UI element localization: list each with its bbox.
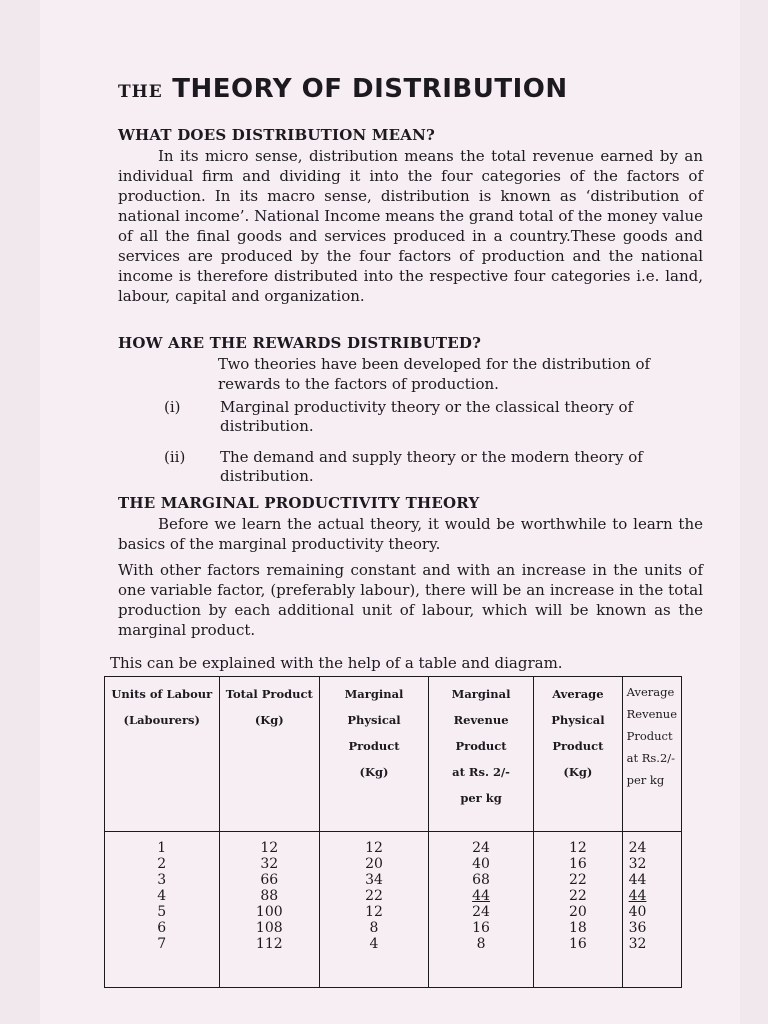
column-average-revenue-product (622, 832, 681, 988)
list-item-text: The demand and supply theory or the modern theory of distribution. (220, 448, 643, 485)
section-heading-marginal-productivity: THE MARGINAL PRODUCTIVITY THEORY (118, 494, 480, 512)
table-cell: 3 (157, 872, 167, 888)
marginal-productivity-intro: Before we learn the actual theory, it would be worthwhile to learn the basics of the marginal productivity theory. (118, 515, 703, 553)
table-cell: 44 (628, 888, 647, 904)
marginal-productivity-definition: With other factors remaining constant and with an increase in the units of one variable factor, (preferably labour), there will be an increase in the total production by each additional unit of labour, which will be known as the marginal product. (118, 561, 703, 639)
table-cell: 12 (260, 840, 279, 856)
table-cell: 8 (476, 936, 486, 952)
table-caption: This can be explained with the help of a table and diagram. (110, 654, 563, 672)
table-cell: 5 (157, 904, 167, 920)
table-cell: 12 (365, 904, 383, 920)
table-cell: 88 (260, 888, 279, 904)
table-cell: 44 (472, 888, 490, 904)
list-item-number: (i) (164, 398, 181, 416)
header-marginal-physical-product: Marginal Physical Product (Kg) (320, 677, 429, 832)
table-cell: 32 (628, 856, 647, 872)
table-header-row (105, 677, 682, 832)
table-cell: 108 (255, 920, 283, 936)
table-cell: 1 (157, 840, 167, 856)
column-units-of-labour (105, 832, 220, 988)
table-cell: 16 (568, 856, 587, 872)
column-marginal-physical-product (320, 832, 429, 988)
table-cell: 24 (472, 840, 490, 856)
header-average-revenue-product: Average Revenue Product at Rs.2/- per kg (622, 677, 681, 832)
table-cell: 24 (472, 904, 490, 920)
rewards-intro: Two theories have been developed for the distribution of rewards to the factors of production. (218, 355, 651, 393)
table-cell: 24 (628, 840, 647, 856)
table-cell: 22 (568, 872, 587, 888)
table-cell: 112 (255, 936, 283, 952)
chapter-title (118, 74, 568, 104)
table-cell: 2 (157, 856, 167, 872)
table-cell: 12 (568, 840, 587, 856)
table-cell: 44 (628, 872, 647, 888)
table-cell: 12 (365, 840, 383, 856)
header-units-of-labour: Units of Labour (Labourers) (105, 677, 220, 832)
table-cell: 32 (628, 936, 647, 952)
table-cell: 66 (260, 872, 279, 888)
section-heading-rewards: HOW ARE THE REWARDS DISTRIBUTED? (118, 334, 482, 352)
header-total-product: Total Product (Kg) (219, 677, 320, 832)
table-cell: 16 (472, 920, 490, 936)
table-cell: 18 (568, 920, 587, 936)
table-cell: 40 (628, 904, 647, 920)
section-body-distribution-meaning: In its micro sense, distribution means the total revenue earned by an individual firm and dividing it into the four categories of the factors of production. In its macro sense, distribution is known as ‘distribution of national income’. National Income means the grand total of the money value of all the final goods and services produced in a country.These goods and services are produced by the four factors of production and the national income is therefore distributed into the respective four categories i.e. land, labour, capital and organization. (118, 147, 703, 305)
table-cell: 22 (365, 888, 383, 904)
header-marginal-revenue-product: Marginal Revenue Product at Rs. 2/- per kg (428, 677, 533, 832)
column-average-physical-product (534, 832, 622, 988)
table-row (105, 832, 682, 988)
column-total-product (219, 832, 320, 988)
table-cell: 34 (365, 872, 383, 888)
table-cell: 40 (472, 856, 490, 872)
chapter-title-main: THEORY OF DISTRIBUTION (172, 74, 568, 104)
table-cell: 8 (369, 920, 379, 936)
list-item-text: Marginal productivity theory or the classical theory of distribution. (220, 398, 634, 435)
book-page (40, 0, 740, 1024)
table-cell: 68 (472, 872, 490, 888)
table-cell: 32 (260, 856, 279, 872)
table-cell: 100 (255, 904, 283, 920)
table-cell: 20 (365, 856, 383, 872)
table-cell: 36 (628, 920, 647, 936)
chapter-title-prefix: THE (118, 82, 163, 102)
header-average-physical-product: Average Physical Product (Kg) (534, 677, 622, 832)
column-marginal-revenue-product (428, 832, 533, 988)
table-cell: 7 (157, 936, 167, 952)
section-heading-distribution-meaning: WHAT DOES DISTRIBUTION MEAN? (118, 126, 435, 144)
marginal-productivity-table (104, 676, 682, 988)
table-cell: 6 (157, 920, 167, 936)
list-item-number: (ii) (164, 448, 186, 466)
table-cell: 20 (568, 904, 587, 920)
table-cell: 4 (157, 888, 167, 904)
table-cell: 16 (568, 936, 587, 952)
table-cell: 22 (568, 888, 587, 904)
table-cell: 4 (369, 936, 379, 952)
